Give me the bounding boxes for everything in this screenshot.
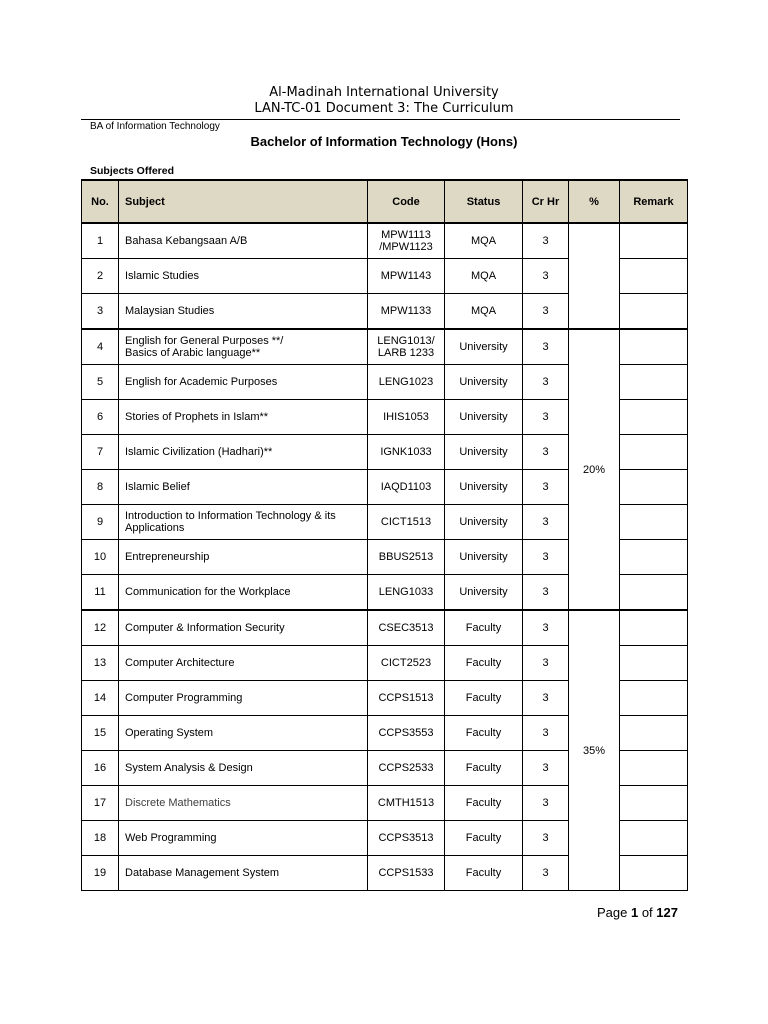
cell-code: MPW1133: [368, 294, 445, 330]
cell-credit-hours: 3: [523, 329, 569, 365]
col-header-code: Code: [368, 180, 445, 223]
cell-status: University: [445, 400, 523, 435]
page-prefix: Page: [596, 905, 628, 920]
table-row: [82, 223, 688, 259]
cell-credit-hours: 3: [523, 505, 569, 540]
cell-subject: Islamic Belief: [119, 470, 368, 505]
cell-no: 12: [82, 610, 119, 646]
cell-status: MQA: [445, 294, 523, 330]
cell-remark: [620, 821, 688, 856]
cell-status: Faculty: [445, 716, 523, 751]
cell-code: CCPS1513: [368, 681, 445, 716]
cell-code: BBUS2513: [368, 540, 445, 575]
cell-code: CICT2523: [368, 646, 445, 681]
cell-subject: English for General Purposes **/ Basics of Arabic language**: [119, 329, 368, 365]
cell-no: 15: [82, 716, 119, 751]
page-of: of: [641, 905, 653, 920]
cell-code: LENG1023: [368, 365, 445, 400]
programme-title: Bachelor of Information Technology (Hons): [250, 134, 518, 149]
cell-status: University: [445, 540, 523, 575]
cell-credit-hours: 3: [523, 400, 569, 435]
cell-no: 16: [82, 751, 119, 786]
cell-status: Faculty: [445, 610, 523, 646]
cell-no: 8: [82, 470, 119, 505]
cell-no: 18: [82, 821, 119, 856]
cell-remark: [620, 259, 688, 294]
cell-code: MPW1143: [368, 259, 445, 294]
cell-no: 6: [82, 400, 119, 435]
cell-code: IHIS1053: [368, 400, 445, 435]
cell-remark: [620, 223, 688, 259]
cell-no: 14: [82, 681, 119, 716]
cell-percent: 35%: [569, 610, 620, 891]
cell-subject: Database Management System: [119, 856, 368, 891]
cell-remark: [620, 716, 688, 751]
cell-remark: [620, 575, 688, 611]
cell-no: 17: [82, 786, 119, 821]
cell-subject: English for Academic Purposes: [119, 365, 368, 400]
cell-status: Faculty: [445, 786, 523, 821]
cell-code: IAQD1103: [368, 470, 445, 505]
cell-subject: Computer Architecture: [119, 646, 368, 681]
document-title: LAN-TC-01 Document 3: The Curriculum: [254, 101, 514, 116]
cell-remark: [620, 681, 688, 716]
cell-subject: Computer & Information Security: [119, 610, 368, 646]
cell-code: CCPS3513: [368, 821, 445, 856]
cell-remark: [620, 435, 688, 470]
cell-remark: [620, 505, 688, 540]
cell-code: MPW1113 /MPW1123: [368, 223, 445, 259]
cell-remark: [620, 470, 688, 505]
cell-credit-hours: 3: [523, 751, 569, 786]
col-header-status: Status: [445, 180, 523, 223]
page-total: 127: [656, 905, 678, 920]
cell-no: 13: [82, 646, 119, 681]
header-rule: [81, 119, 680, 120]
cell-credit-hours: 3: [523, 610, 569, 646]
cell-remark: [620, 751, 688, 786]
cell-credit-hours: 3: [523, 540, 569, 575]
cell-credit-hours: 3: [523, 259, 569, 294]
cell-credit-hours: 3: [523, 575, 569, 611]
table-header-row: [82, 180, 688, 223]
cell-subject: Communication for the Workplace: [119, 575, 368, 611]
cell-remark: [620, 294, 688, 330]
cell-subject: Islamic Studies: [119, 259, 368, 294]
cell-subject: System Analysis & Design: [119, 751, 368, 786]
cell-remark: [620, 646, 688, 681]
cell-code: CMTH1513: [368, 786, 445, 821]
cell-credit-hours: 3: [523, 435, 569, 470]
cell-remark: [620, 786, 688, 821]
cell-code: CICT1513: [368, 505, 445, 540]
cell-code: IGNK1033: [368, 435, 445, 470]
cell-credit-hours: 3: [523, 716, 569, 751]
cell-percent: [569, 223, 620, 329]
cell-credit-hours: 3: [523, 821, 569, 856]
cell-no: 2: [82, 259, 119, 294]
cell-credit-hours: 3: [523, 646, 569, 681]
cell-code: LENG1033: [368, 575, 445, 611]
cell-subject: Introduction to Information Technology & its Applications: [119, 505, 368, 540]
cell-credit-hours: 3: [523, 223, 569, 259]
cell-no: 4: [82, 329, 119, 365]
col-header-no: No.: [82, 180, 119, 223]
page-current: 1: [630, 905, 639, 920]
cell-status: University: [445, 575, 523, 611]
cell-subject: Web Programming: [119, 821, 368, 856]
cell-subject: Computer Programming: [119, 681, 368, 716]
cell-subject: Malaysian Studies: [119, 294, 368, 330]
cell-code: CCPS2533: [368, 751, 445, 786]
col-header-percent: %: [569, 180, 620, 223]
cell-remark: [620, 329, 688, 365]
cell-status: Faculty: [445, 821, 523, 856]
section-heading: Subjects Offered: [90, 165, 175, 177]
cell-credit-hours: 3: [523, 681, 569, 716]
cell-status: MQA: [445, 259, 523, 294]
table-row: [82, 610, 688, 646]
cell-status: Faculty: [445, 751, 523, 786]
col-header-credit-hours: Cr Hr: [523, 180, 569, 223]
table-row: [82, 329, 688, 365]
university-name: Al-Madinah International University: [269, 85, 499, 100]
cell-no: 9: [82, 505, 119, 540]
cell-no: 5: [82, 365, 119, 400]
cell-remark: [620, 610, 688, 646]
cell-code: CCPS1533: [368, 856, 445, 891]
cell-no: 11: [82, 575, 119, 611]
cell-code: CSEC3513: [368, 610, 445, 646]
cell-no: 1: [82, 223, 119, 259]
cell-remark: [620, 365, 688, 400]
cell-credit-hours: 3: [523, 470, 569, 505]
cell-status: University: [445, 470, 523, 505]
cell-credit-hours: 3: [523, 365, 569, 400]
cell-subject: Bahasa Kebangsaan A/B: [119, 223, 368, 259]
cell-status: University: [445, 329, 523, 365]
cell-status: University: [445, 505, 523, 540]
cell-status: Faculty: [445, 646, 523, 681]
cell-subject: Operating System: [119, 716, 368, 751]
cell-status: University: [445, 435, 523, 470]
cell-code: LENG1013/ LARB 1233: [368, 329, 445, 365]
cell-credit-hours: 3: [523, 294, 569, 330]
cell-status: University: [445, 365, 523, 400]
cell-remark: [620, 856, 688, 891]
cell-subject: Islamic Civilization (Hadhari)**: [119, 435, 368, 470]
cell-subject: Discrete Mathematics: [119, 786, 368, 821]
cell-remark: [620, 540, 688, 575]
cell-no: 10: [82, 540, 119, 575]
cell-credit-hours: 3: [523, 786, 569, 821]
cell-code: CCPS3553: [368, 716, 445, 751]
col-header-remark: Remark: [620, 180, 688, 223]
cell-status: MQA: [445, 223, 523, 259]
cell-subject: Entrepreneurship: [119, 540, 368, 575]
cell-status: Faculty: [445, 681, 523, 716]
cell-no: 19: [82, 856, 119, 891]
cell-credit-hours: 3: [523, 856, 569, 891]
department-label: BA of Information Technology: [90, 121, 220, 132]
cell-remark: [620, 400, 688, 435]
col-header-subject: Subject: [119, 180, 368, 223]
cell-no: 7: [82, 435, 119, 470]
cell-subject: Stories of Prophets in Islam**: [119, 400, 368, 435]
curriculum-table: [81, 179, 688, 891]
cell-status: Faculty: [445, 856, 523, 891]
page-number: [597, 905, 678, 920]
cell-percent: 20%: [569, 329, 620, 610]
cell-no: 3: [82, 294, 119, 330]
